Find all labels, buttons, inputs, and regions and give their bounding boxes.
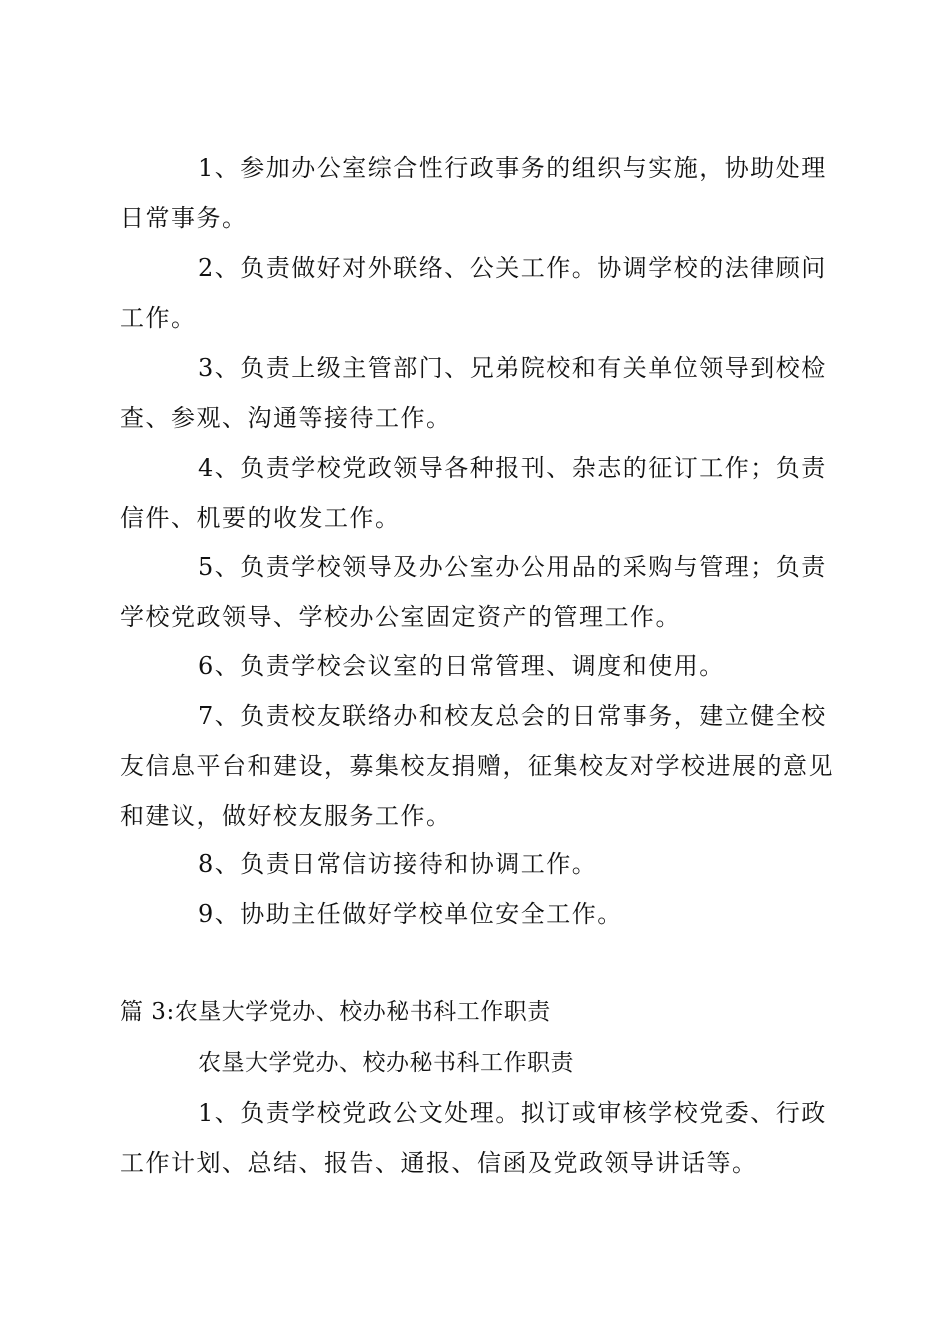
duty-item-1: 1、参加办公室综合性行政事务的组织与实施，协助处理日常事务。 — [120, 154, 827, 232]
duty-item-8: 8、负责日常信访接待和协调工作。 — [198, 850, 598, 878]
duty-item-3: 3、负责上级主管部门、兄弟院校和有关单位领导到校检查、参观、沟通等接待工作。 — [120, 354, 827, 432]
section-item-1: 1、负责学校党政公文处理。拟订或审核学校党委、行政工作计划、总结、报告、通报、信函及党政领导讲话等。 — [120, 1099, 827, 1177]
duty-item-7: 7、负责校友联络办和校友总会的日常事务，建立健全校友信息平台和建设，募集校友捐赠，征集校友对学校进展的意见和建议，做好校友服务工作。 — [120, 702, 834, 830]
section-subheading: 农垦大学党办、校办秘书科工作职责 — [198, 1050, 574, 1076]
duty-item-2: 2、负责做好对外联络、公关工作。协调学校的法律顾问工作。 — [120, 254, 827, 332]
section-heading: 篇 3:农垦大学党办、校办秘书科工作职责 — [120, 999, 551, 1025]
duty-item-4: 4、负责学校党政领导各种报刊、杂志的征订工作；负责信件、机要的收发工作。 — [120, 454, 827, 532]
duty-item-6: 6、负责学校会议室的日常管理、调度和使用。 — [198, 652, 725, 680]
duty-item-5: 5、负责学校领导及办公室办公用品的采购与管理；负责学校党政领导、学校办公室固定资产的管理工作。 — [120, 553, 827, 631]
duty-item-9: 9、协助主任做好学校单位安全工作。 — [198, 900, 623, 928]
